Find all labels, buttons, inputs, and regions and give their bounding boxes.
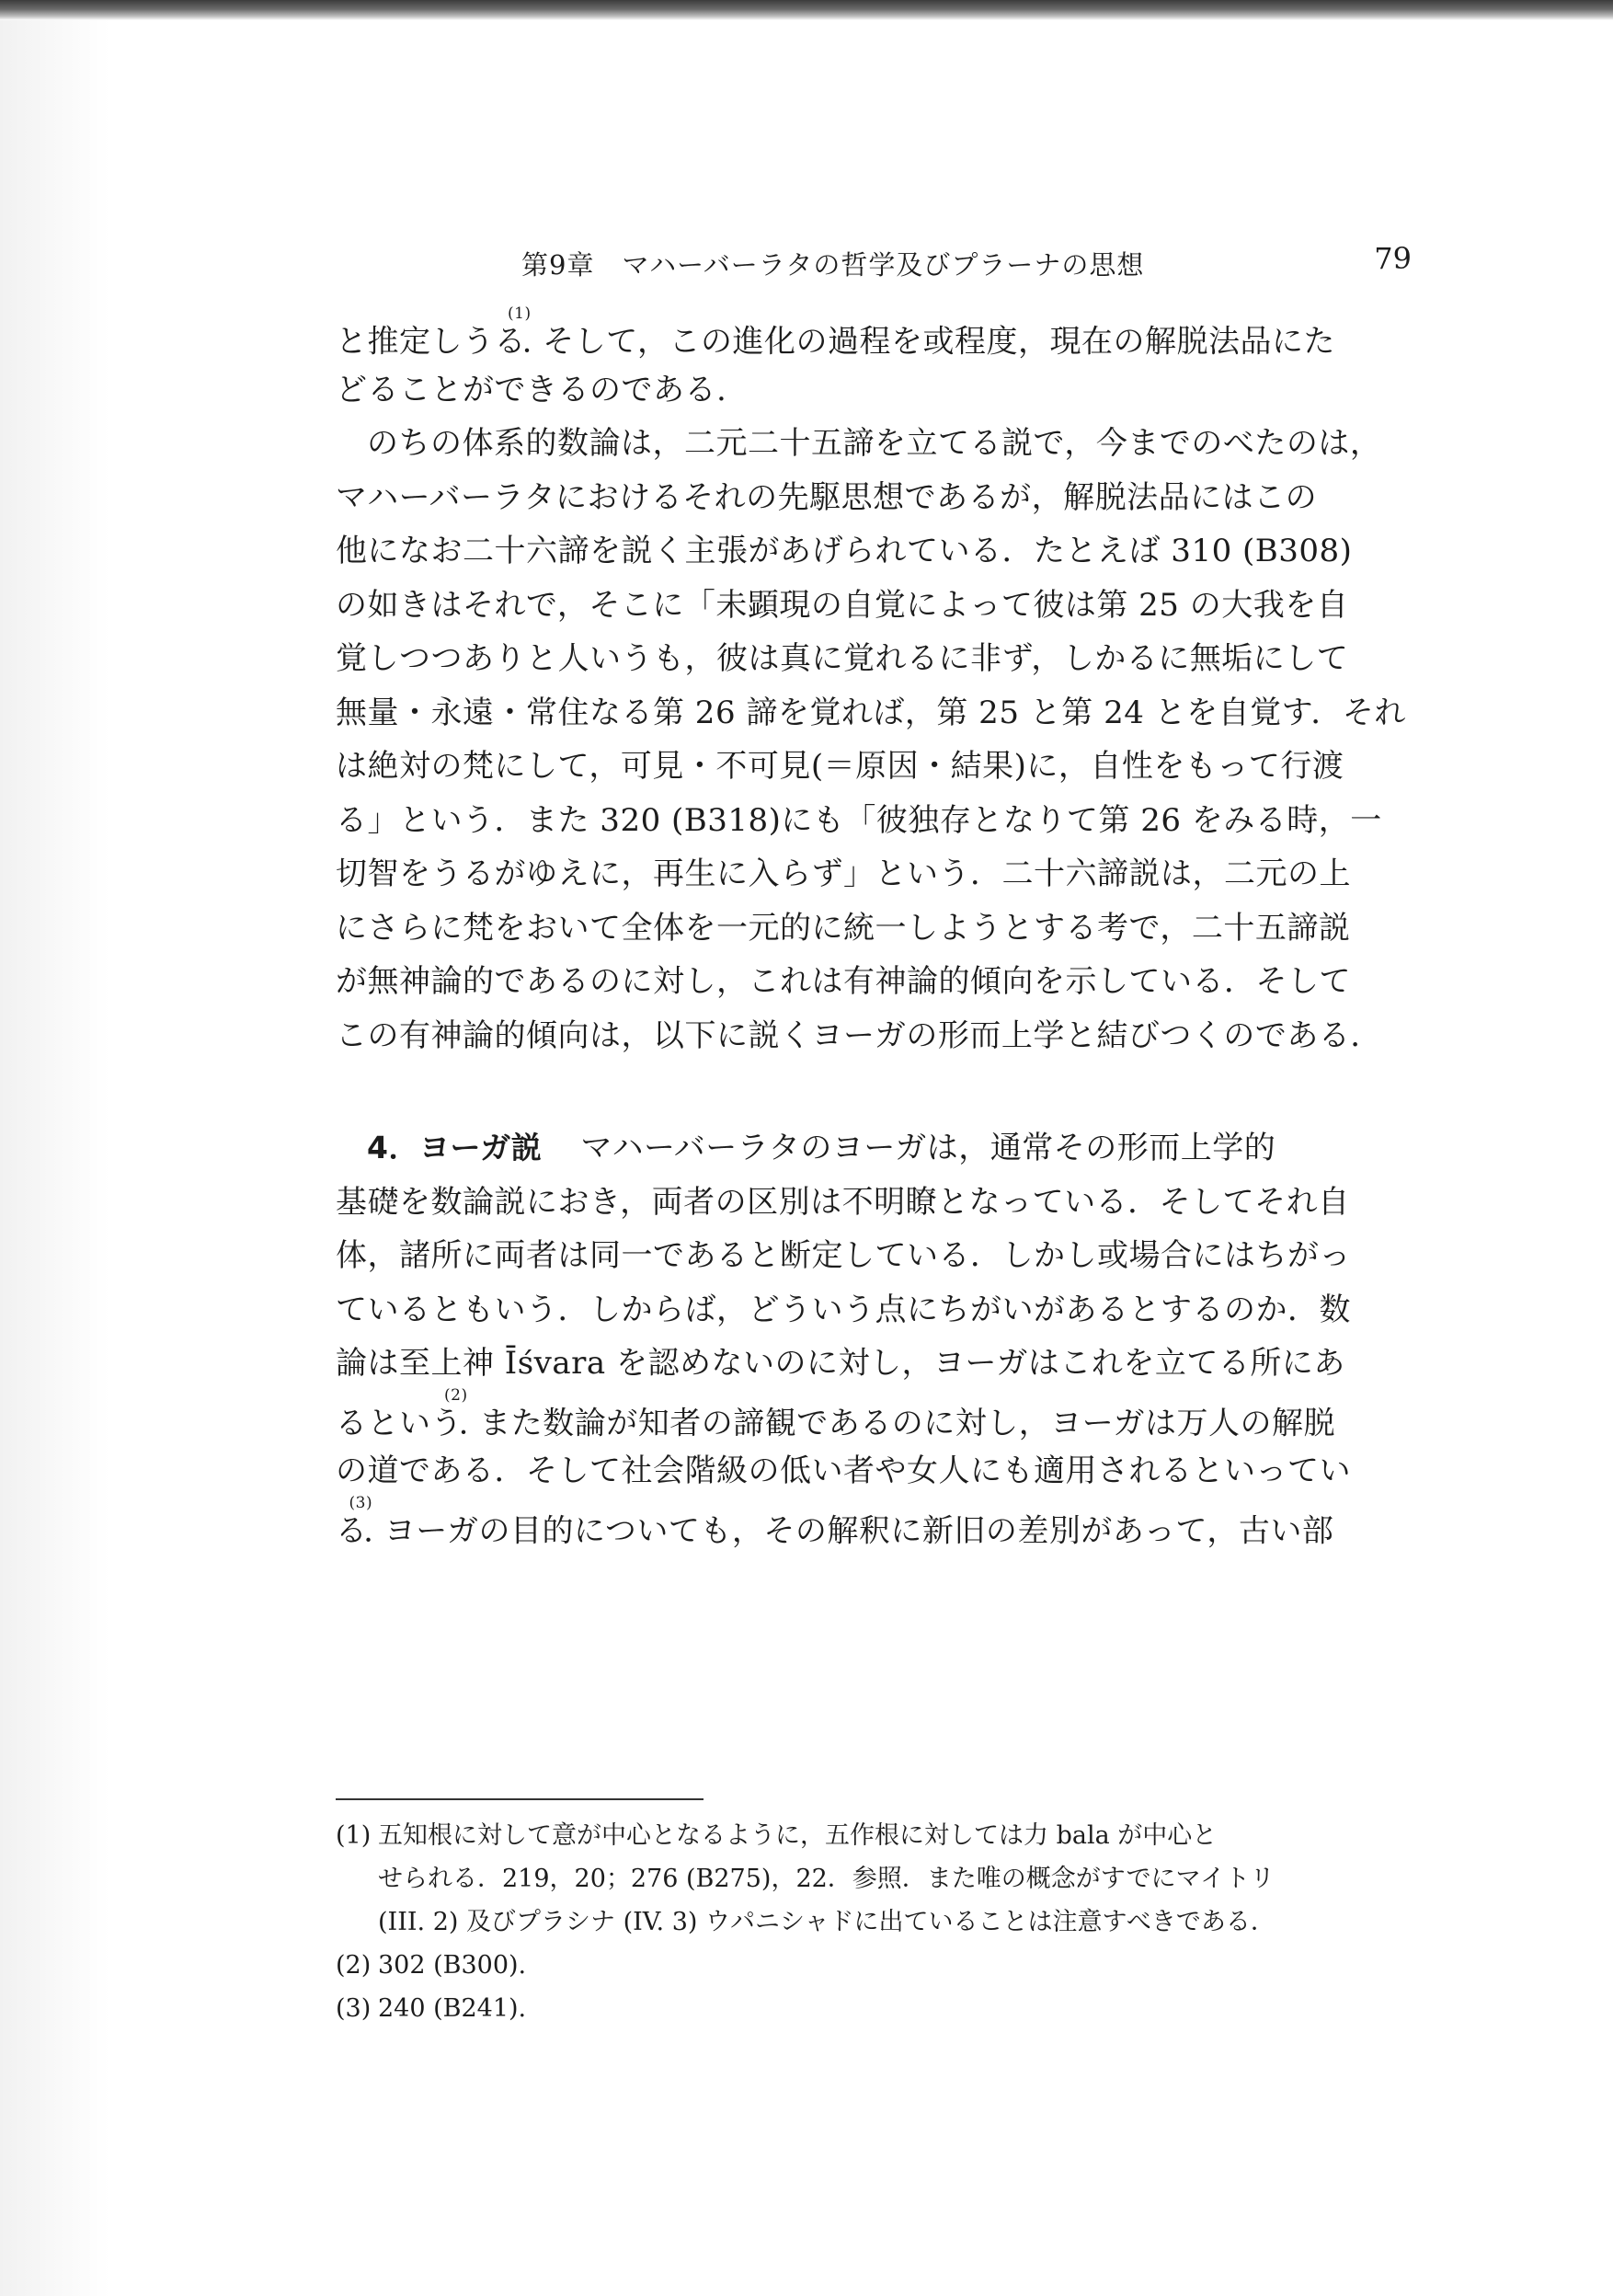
footnote-number: (3) <box>336 1994 372 2023</box>
text-line: 基礎を数論説におき，両者の区別は不明瞭となっている．そしてそれ自 <box>336 1183 1350 1221</box>
footnotes <box>336 1814 1421 2030</box>
footnote-text: 302 (B300). <box>378 1951 527 1980</box>
text-line <box>336 1493 1421 1553</box>
section-heading: 4．ヨーガ説 <box>367 1130 543 1165</box>
text-line: の如きはそれで，そこに「未顕現の自覚によって彼は第 25 の大我を自 <box>336 586 1349 624</box>
text-segment: と推定しうる <box>336 323 526 361</box>
footnote-number: (1) <box>336 1821 372 1850</box>
text-line: が無神論的であるのに対し，これは有神論的傾向を示している．そして <box>336 963 1351 1000</box>
text-line: のちの体系的数論は，二元二十五諦を立てる説で，今までのべたのは， <box>367 425 1382 462</box>
text-line <box>336 1385 1421 1445</box>
footnote-number: (2) <box>336 1951 372 1980</box>
section-gap <box>336 1062 1421 1121</box>
scan-left-shadow <box>0 20 110 2296</box>
running-head <box>336 241 1412 285</box>
text-segment: る <box>336 1511 368 1549</box>
footnote-ref: (2) <box>444 1385 468 1405</box>
footnote-line <box>336 1987 1421 2030</box>
scan-top-shadow <box>0 0 1613 20</box>
text-line: 切智をうるがゆえに，再生に入らず」という．二十六諦説は，二元の上 <box>336 855 1351 892</box>
footnote-ref: (3) <box>349 1493 373 1512</box>
text-segment: るという <box>336 1404 463 1441</box>
section-first-line <box>336 1121 1421 1176</box>
text-line: この有神論的傾向は，以下に説くヨーガの形而上学と結びつくのである． <box>336 1016 1382 1054</box>
text-line: る」という．また 320 (B318)にも「彼独存となりて第 26 をみる時，一 <box>336 801 1382 839</box>
text-line: マハーバーラタにおけるそれの先駆思想であるが，解脱法品にはこの <box>336 478 1318 516</box>
footnote-line: (III. 2) 及びプラシナ (IV. 3) ウパニシャドに出ていることは注意すべきである． <box>378 1908 1276 1936</box>
footnote-rule <box>336 1798 704 1800</box>
text-line: 覚しつつありと人いうも，彼は真に覚れるに非ず，しかるに無垢にして <box>336 640 1349 677</box>
footnote-line <box>336 1814 1421 1857</box>
page-number: 79 <box>1374 241 1412 276</box>
text-segment: . そして，この進化の過程を或程度，現在の解脱法品にた <box>521 323 1336 361</box>
text-line <box>336 304 1421 363</box>
text-line: にさらに梵をおいて全体を一元的に統一しようとする考で，二十五諦説 <box>336 909 1351 947</box>
footnote-text: 240 (B241). <box>378 1994 527 2023</box>
footnote-line <box>336 1944 1421 1987</box>
text-line: 他になお二十六諦を説く主張があげられている．たとえば 310 (B308) <box>336 533 1353 569</box>
text-line: どることができるのである. <box>336 371 727 408</box>
text-segment: . また数論が知者の諦観であるのに対し，ヨーガは万人の解脱 <box>458 1404 1336 1441</box>
footnote-line: せられる．219，20；276 (B275)，22．参照．また唯の概念がすでにマイトリ <box>378 1865 1276 1893</box>
text-line: 体，諸所に両者は同一であると断定している．しかし或場合にはちがっ <box>336 1237 1351 1274</box>
body-text <box>336 304 1421 1552</box>
text-line: の道である．そして社会階級の低い者や女人にも適用されるといってい <box>336 1452 1351 1489</box>
footnote-ref: (1) <box>508 304 532 323</box>
text-segment: . ヨーガの目的についても，その解釈に新旧の差別があって，古い部 <box>363 1511 1334 1549</box>
text-line: 無量・永遠・常住なる第 26 諦を覚れば，第 25 と第 24 とを自覚す．それ <box>336 694 1406 731</box>
text-line: ているともいう．しからば，どういう点にちがいがあるとするのか．数 <box>336 1291 1351 1328</box>
footnote-text: 五知根に対して意が中心となるように，五作根に対しては力 bala が中心と <box>378 1821 1218 1850</box>
text-segment: マハーバーラタのヨーガは，通常その形而上学的 <box>580 1130 1276 1166</box>
chapter-title: 第9章 マハーバーラタの哲学及びプラーナの思想 <box>521 249 1145 281</box>
text-line: は絶対の梵にして，可見・不可見(＝原因・結果)に，自性をもって行渡 <box>336 748 1344 785</box>
text-line: 論は至上神 Īśvara を認めないのに対し，ヨーガはこれを立てる所にあ <box>336 1345 1345 1382</box>
